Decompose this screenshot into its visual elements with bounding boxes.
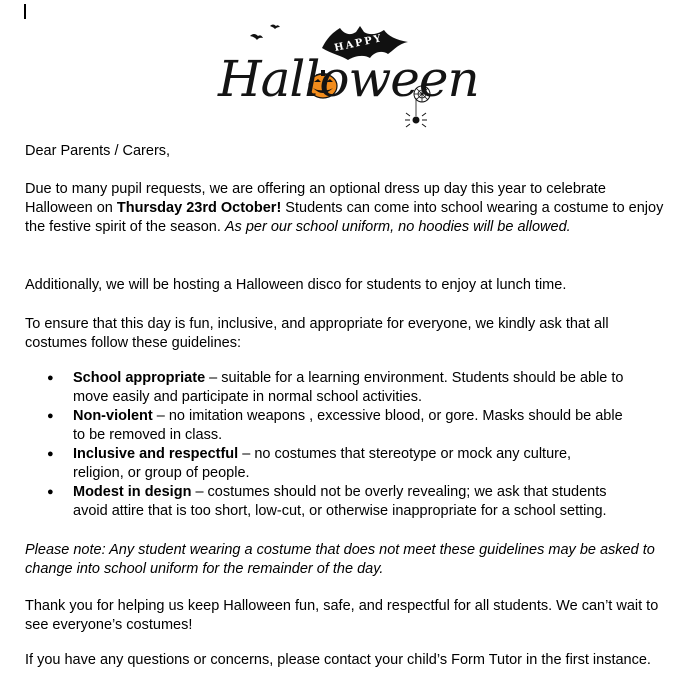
guideline-item: ● Non-violent – no imitation weapons , excessive blood, or gore. Masks should be able to be removed in class. [25,407,625,445]
guideline-item: ● School appropriate – suitable for a learning environment. Students should be able to move easily and participate in normal school activities. [25,369,625,407]
uniform-note: As per our school uniform, no hoodies will be allowed. [224,219,571,235]
event-date: Thursday 23rd October! [116,200,282,216]
small-bat-icon [250,34,263,40]
guideline-item: ● Modest in design – costumes should not be overly revealing; we ask that students avoid attire that is too short, low-cut, or otherwise inappropriate for a school setting. [25,483,625,521]
please-note: Please note: Any student wearing a costume that does not meet these guidelines may be asked to change into school uniform for the remainder of the day. [25,542,655,577]
text-cursor[interactable] [24,4,26,19]
greeting: Dear Parents / Carers, [25,143,171,159]
paragraph-thanks: Thank you for helping us keep Halloween fun, safe, and respectful for all students. We can’t wait to see everyone’s costumes! [25,598,659,633]
logo-happy-text: HAPPY [333,32,384,55]
paragraph-intro: Due to many pupil requests, we are offering an optional dress up day this year to celebrate Halloween on Thursday 23rd October! Students can come into school wearing a costume to enjoy the festive spirit of the season. As per our school uniform, no hoodies will be allowed. [25,181,664,235]
paragraph-disco: Additionally, we will be hosting a Halloween disco for students to enjoy at lunch time. [25,277,567,293]
halloween-logo [210,14,479,132]
guideline-item: ● Inclusive and respectful – no costumes that stereotype or mock any culture, religion, or group of people. [25,445,625,483]
paragraph-guidelines-intro: To ensure that this day is fun, inclusive, and appropriate for everyone, we kindly ask that all costumes follow these guidelines: [25,316,609,351]
guidelines-list [25,369,625,521]
paragraph-contact: If you have any questions or concerns, please contact your child’s Form Tutor in the first instance. [25,652,651,668]
logo-title: Halloween [218,50,479,108]
